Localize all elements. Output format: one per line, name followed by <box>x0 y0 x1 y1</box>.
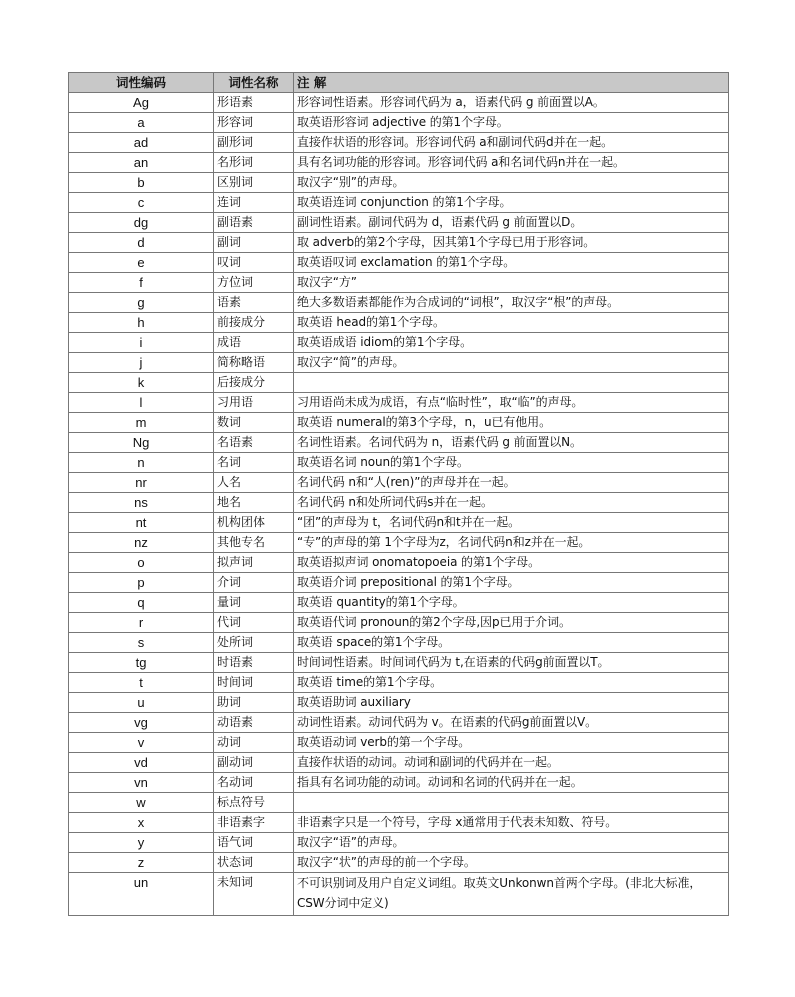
row-name: 动词 <box>214 733 294 753</box>
row-note: 取英语 time的第1个字母。 <box>294 673 729 693</box>
table-row <box>69 733 729 753</box>
row-code: l <box>69 393 214 413</box>
table-row <box>69 373 729 393</box>
row-code: r <box>69 613 214 633</box>
table-row <box>69 253 729 273</box>
row-name: 处所词 <box>214 633 294 653</box>
row-code: s <box>69 633 214 653</box>
row-note: 取英语代词 pronoun的第2个字母,因p已用于介词。 <box>294 613 729 633</box>
row-note: 取英语动词 verb的第一个字母。 <box>294 733 729 753</box>
row-note: 副词性语素。副词代码为 d，语素代码 g 前面置以D。 <box>294 213 729 233</box>
row-code: Ag <box>69 93 214 113</box>
row-name: 名词 <box>214 453 294 473</box>
row-code: w <box>69 793 214 813</box>
table-row <box>69 473 729 493</box>
row-name: 语气词 <box>214 833 294 853</box>
row-name: 其他专名 <box>214 533 294 553</box>
row-code: a <box>69 113 214 133</box>
row-code: nt <box>69 513 214 533</box>
row-code: z <box>69 853 214 873</box>
row-note: 取英语名词 noun的第1个字母。 <box>294 453 729 473</box>
row-note: 直接作状语的形容词。形容词代码 a和副词代码d并在一起。 <box>294 133 729 153</box>
row-code: v <box>69 733 214 753</box>
table-row <box>69 193 729 213</box>
table-row <box>69 673 729 693</box>
row-name: 副词 <box>214 233 294 253</box>
row-note: 时间词性语素。时间词代码为 t,在语素的代码g前面置以T。 <box>294 653 729 673</box>
table-row <box>69 153 729 173</box>
row-code: vg <box>69 713 214 733</box>
table-row <box>69 833 729 853</box>
row-note: 取英语 head的第1个字母。 <box>294 313 729 333</box>
table-row <box>69 773 729 793</box>
table-row <box>69 493 729 513</box>
table-row <box>69 793 729 813</box>
row-code: vd <box>69 753 214 773</box>
row-name: 代词 <box>214 613 294 633</box>
row-name: 副形词 <box>214 133 294 153</box>
row-code: un <box>69 873 214 916</box>
table-row <box>69 353 729 373</box>
row-name: 非语素字 <box>214 813 294 833</box>
row-note: 取汉字“别”的声母。 <box>294 173 729 193</box>
row-note: 习用语尚未成为成语，有点“临时性”，取“临”的声母。 <box>294 393 729 413</box>
row-name: 拟声词 <box>214 553 294 573</box>
row-note: 取英语介词 prepositional 的第1个字母。 <box>294 573 729 593</box>
row-name: 后接成分 <box>214 373 294 393</box>
row-name: 助词 <box>214 693 294 713</box>
row-note: 取英语连词 conjunction 的第1个字母。 <box>294 193 729 213</box>
row-code: vn <box>69 773 214 793</box>
row-code: c <box>69 193 214 213</box>
row-name: 状态词 <box>214 853 294 873</box>
row-name: 地名 <box>214 493 294 513</box>
row-note: 动词性语素。动词代码为 v。在语素的代码g前面置以V。 <box>294 713 729 733</box>
row-note: 取英语成语 idiom的第1个字母。 <box>294 333 729 353</box>
row-name: 机构团体 <box>214 513 294 533</box>
row-note: 不可识别词及用户自定义词组。取英文Unkonwn首两个字母。(非北大标准，CSW分词中定义) <box>294 873 729 916</box>
row-name: 形语素 <box>214 93 294 113</box>
row-code: g <box>69 293 214 313</box>
table-row <box>69 753 729 773</box>
row-name: 名形词 <box>214 153 294 173</box>
row-code: n <box>69 453 214 473</box>
row-note: 形容词性语素。形容词代码为 a，语素代码 g 前面置以A。 <box>294 93 729 113</box>
row-note: 直接作状语的动词。动词和副词的代码并在一起。 <box>294 753 729 773</box>
row-name: 时间词 <box>214 673 294 693</box>
row-note: 名词代码 n和处所词代码s并在一起。 <box>294 493 729 513</box>
table-row <box>69 93 729 113</box>
row-name: 介词 <box>214 573 294 593</box>
row-code: h <box>69 313 214 333</box>
table-row <box>69 593 729 613</box>
row-note: 取英语拟声词 onomatopoeia 的第1个字母。 <box>294 553 729 573</box>
table-row <box>69 853 729 873</box>
row-note <box>294 373 729 393</box>
table-row <box>69 873 729 916</box>
row-note: 取汉字“方” <box>294 273 729 293</box>
table-row <box>69 273 729 293</box>
table-row <box>69 813 729 833</box>
table-row <box>69 333 729 353</box>
row-code: j <box>69 353 214 373</box>
header-name: 词性名称 <box>214 73 294 93</box>
row-name: 习用语 <box>214 393 294 413</box>
row-code: t <box>69 673 214 693</box>
table-row <box>69 393 729 413</box>
row-code: e <box>69 253 214 273</box>
row-name: 方位词 <box>214 273 294 293</box>
table-row <box>69 173 729 193</box>
table-row <box>69 533 729 553</box>
row-name: 语素 <box>214 293 294 313</box>
row-name: 未知词 <box>214 873 294 916</box>
row-code: u <box>69 693 214 713</box>
table-row <box>69 293 729 313</box>
row-code: p <box>69 573 214 593</box>
table-row <box>69 693 729 713</box>
table-row <box>69 113 729 133</box>
row-note: 名词性语素。名词代码为 n，语素代码 g 前面置以N。 <box>294 433 729 453</box>
table-row <box>69 613 729 633</box>
row-note: 取英语 numeral的第3个字母，n，u已有他用。 <box>294 413 729 433</box>
row-name: 名动词 <box>214 773 294 793</box>
row-name: 副语素 <box>214 213 294 233</box>
row-code: nz <box>69 533 214 553</box>
row-note: 具有名词功能的形容词。形容词代码 a和名词代码n并在一起。 <box>294 153 729 173</box>
row-name: 动语素 <box>214 713 294 733</box>
table-row <box>69 433 729 453</box>
row-note: 取英语 quantity的第1个字母。 <box>294 593 729 613</box>
table-row <box>69 453 729 473</box>
table-row <box>69 633 729 653</box>
row-code: ad <box>69 133 214 153</box>
table-row <box>69 133 729 153</box>
row-note: 取英语助词 auxiliary <box>294 693 729 713</box>
row-code: Ng <box>69 433 214 453</box>
table-row <box>69 713 729 733</box>
table-row <box>69 313 729 333</box>
row-name: 连词 <box>214 193 294 213</box>
table-body <box>69 93 729 916</box>
row-name: 简称略语 <box>214 353 294 373</box>
row-code: q <box>69 593 214 613</box>
row-name: 标点符号 <box>214 793 294 813</box>
row-code: m <box>69 413 214 433</box>
row-note: 取英语 space的第1个字母。 <box>294 633 729 653</box>
row-code: tg <box>69 653 214 673</box>
row-note: 名词代码 n和“人(ren)”的声母并在一起。 <box>294 473 729 493</box>
row-code: k <box>69 373 214 393</box>
row-code: b <box>69 173 214 193</box>
row-note: 取 adverb的第2个字母，因其第1个字母已用于形容词。 <box>294 233 729 253</box>
table-row <box>69 573 729 593</box>
table-row <box>69 553 729 573</box>
row-note: 取汉字“语”的声母。 <box>294 833 729 853</box>
row-name: 副动词 <box>214 753 294 773</box>
row-note: 指具有名词功能的动词。动词和名词的代码并在一起。 <box>294 773 729 793</box>
table-row <box>69 653 729 673</box>
row-name: 数词 <box>214 413 294 433</box>
row-name: 成语 <box>214 333 294 353</box>
row-code: y <box>69 833 214 853</box>
row-code: d <box>69 233 214 253</box>
row-note: 非语素字只是一个符号，字母 x通常用于代表未知数、符号。 <box>294 813 729 833</box>
row-name: 人名 <box>214 473 294 493</box>
table-row <box>69 233 729 253</box>
row-code: i <box>69 333 214 353</box>
row-code: f <box>69 273 214 293</box>
row-code: an <box>69 153 214 173</box>
row-name: 形容词 <box>214 113 294 133</box>
header-note: 注 解 <box>294 73 729 93</box>
row-note: 取汉字“简”的声母。 <box>294 353 729 373</box>
row-code: o <box>69 553 214 573</box>
row-name: 叹词 <box>214 253 294 273</box>
header-code: 词性编码 <box>69 73 214 93</box>
row-code: dg <box>69 213 214 233</box>
table-row <box>69 213 729 233</box>
row-note: 取英语叹词 exclamation 的第1个字母。 <box>294 253 729 273</box>
table-row <box>69 513 729 533</box>
table-row <box>69 413 729 433</box>
row-note: “专”的声母的第 1个字母为z，名词代码n和z并在一起。 <box>294 533 729 553</box>
row-note: 取英语形容词 adjective 的第1个字母。 <box>294 113 729 133</box>
row-note: 绝大多数语素都能作为合成词的“词根”，取汉字“根”的声母。 <box>294 293 729 313</box>
row-name: 时语素 <box>214 653 294 673</box>
row-name: 名语素 <box>214 433 294 453</box>
row-code: x <box>69 813 214 833</box>
row-note <box>294 793 729 813</box>
table-header-row <box>69 73 729 93</box>
row-note: 取汉字“状”的声母的前一个字母。 <box>294 853 729 873</box>
row-code: ns <box>69 493 214 513</box>
row-name: 量词 <box>214 593 294 613</box>
pos-tag-table <box>68 72 729 916</box>
row-code: nr <box>69 473 214 493</box>
row-name: 区别词 <box>214 173 294 193</box>
row-note: “团”的声母为 t，名词代码n和t并在一起。 <box>294 513 729 533</box>
row-name: 前接成分 <box>214 313 294 333</box>
